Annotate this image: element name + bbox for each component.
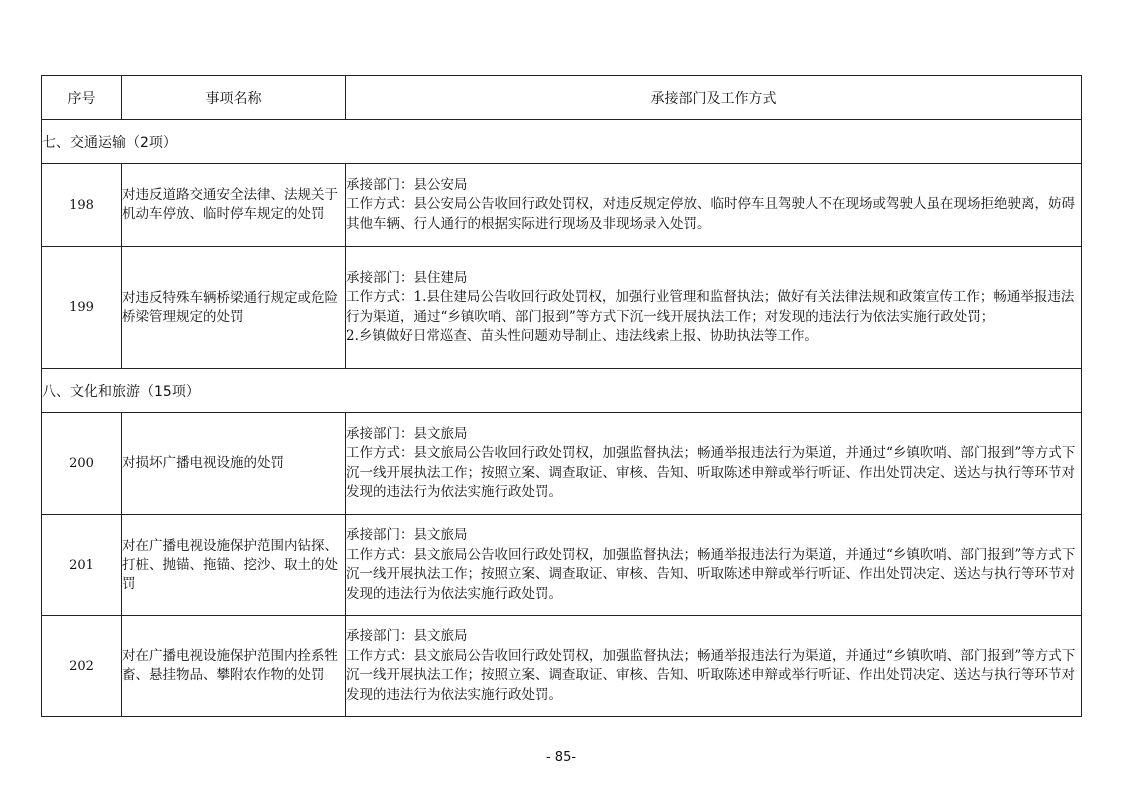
dept-text: 承接部门：县公安局 — [346, 176, 468, 193]
item-name: 对在广播电视设施保护范围内钻探、打桩、抛锚、拖锚、挖沙、取土的处罚 — [122, 515, 346, 616]
row-number: 202 — [42, 616, 122, 717]
section-title: 七、交通运输（2项） — [42, 120, 1082, 164]
table-row — [42, 247, 1082, 369]
header-dept: 承接部门及工作方式 — [346, 76, 1082, 120]
header-name: 事项名称 — [122, 76, 346, 120]
dept-cell — [346, 616, 1082, 717]
section-row — [42, 120, 1082, 164]
row-number: 200 — [42, 413, 122, 515]
item-name: 对损坏广播电视设施的处罚 — [122, 413, 346, 515]
section-row — [42, 369, 1082, 413]
method-text: 工作方式：县文旅局公告收回行政处罚权，加强监督执法；畅通举报违法行为渠道，并通过“乡镇吹哨、部门报到”等方式下沉一线开展执法工作；按照立案、调查取证、审核、告知、听取陈述申辩或举行听证、作出处罚决定、送达与执行等环节对发现的违法行为依法实施行政处罚。 — [346, 546, 1076, 602]
method-text: 工作方式：县文旅局公告收回行政处罚权，加强监督执法；畅通举报违法行为渠道，并通过“乡镇吹哨、部门报到”等方式下沉一线开展执法工作；按照立案、调查取证、审核、告知、听取陈述申辩或举行听证、作出处罚决定、送达与执行等环节对发现的违法行为依法实施行政处罚。 — [346, 445, 1076, 500]
table-row — [42, 164, 1082, 247]
row-number: 199 — [42, 247, 122, 369]
dept-text: 承接部门：县文旅局 — [346, 628, 468, 644]
method-extra-text: 2.乡镇做好日常巡查、苗头性问题劝导制止、违法线索上报、协助执法等工作。 — [346, 328, 818, 344]
method-text: 工作方式：县公安局公告收回行政处罚权，对违反规定停放、临时停车且驾驶人不在现场或驾驶人虽在现场拒绝驶离，妨碍其他车辆、行人通行的根据实际进行现场及非现场录入处罚。 — [346, 196, 1075, 232]
item-name: 对违反特殊车辆桥梁通行规定或危险桥梁管理规定的处罚 — [122, 247, 346, 369]
items-table — [41, 75, 1082, 717]
table-header-row — [42, 76, 1082, 120]
row-number: 198 — [42, 164, 122, 247]
item-name: 对违反道路交通安全法律、法规关于机动车停放、临时停车规定的处罚 — [122, 164, 346, 247]
section-title: 八、文化和旅游（15项） — [42, 369, 1082, 413]
dept-cell — [346, 164, 1082, 247]
dept-cell — [346, 515, 1082, 616]
dept-text: 承接部门：县住建局 — [346, 269, 468, 286]
table-row — [42, 616, 1082, 717]
table-row — [42, 413, 1082, 515]
page-number: - 85- — [545, 750, 577, 765]
dept-cell — [346, 413, 1082, 515]
method-text: 工作方式：县文旅局公告收回行政处罚权，加强监督执法；畅通举报违法行为渠道，并通过“乡镇吹哨、部门报到”等方式下沉一线开展执法工作；按照立案、调查取证、审核、告知、听取陈述申辩或举行听证、作出处罚决定、送达与执行等环节对发现的违法行为依法实施行政处罚。 — [346, 647, 1076, 703]
table-row — [42, 515, 1082, 616]
row-number: 201 — [42, 515, 122, 616]
item-name: 对在广播电视设施保护范围内拴系牲畜、悬挂物品、攀附农作物的处罚 — [122, 616, 346, 717]
dept-cell — [346, 247, 1082, 369]
method-text: 工作方式：1.县住建局公告收回行政处罚权，加强行业管理和监督执法；做好有关法律法规和政策宣传工作；畅通举报违法行为渠道，通过“乡镇吹哨、部门报到”等方式下沉一线开展执法工作；对发现的违法行为依法实施行政处罚； — [346, 289, 1075, 325]
dept-text: 承接部门：县文旅局 — [346, 425, 468, 442]
header-no: 序号 — [42, 76, 122, 120]
dept-text: 承接部门：县文旅局 — [346, 527, 468, 543]
